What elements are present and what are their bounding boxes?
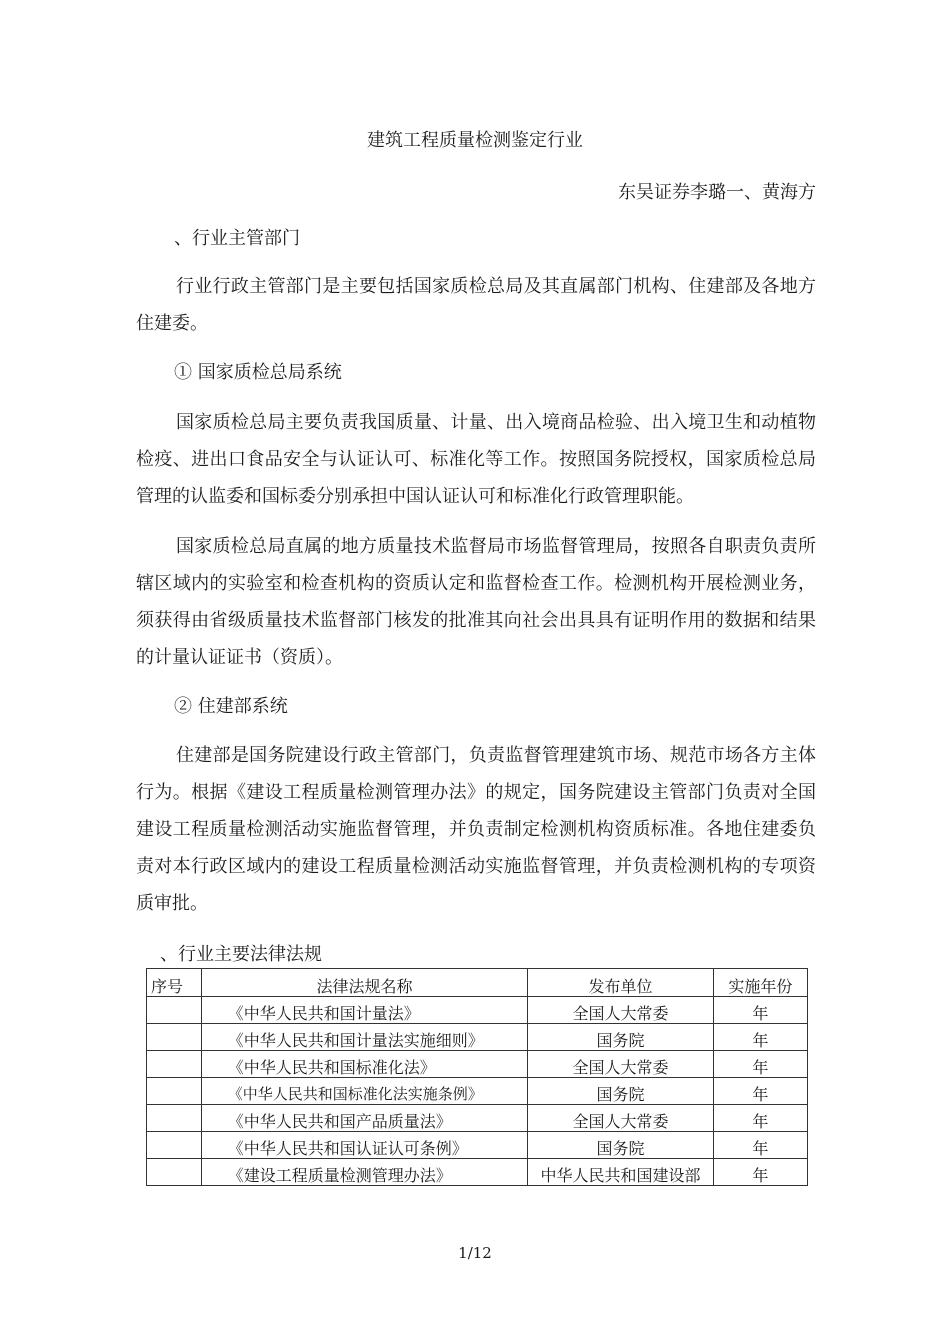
section-heading-laws: [136, 940, 816, 970]
laws-table: [146, 968, 808, 1186]
cell-no: [147, 1159, 202, 1186]
cell-year: 年: [713, 997, 807, 1024]
cell-name: 《中华人民共和国认证认可条例》: [201, 1132, 527, 1159]
table-row: [147, 1051, 808, 1078]
cell-year: 年: [713, 1051, 807, 1078]
cell-no: [147, 1105, 202, 1132]
section-heading-text: 、行业主管部门: [174, 228, 300, 249]
header-cell-no: 序号: [147, 969, 202, 997]
cell-org: 全国人大常委: [528, 1051, 714, 1078]
subheading-mohurd: [136, 689, 816, 725]
paragraph-mohurd-duties: 住建部是国务院建设行政主管部门，负责监督管理建筑市场、规范市场各方主体行为。根据《建设工程质量检测管理办法》的规定，国务院建设主管部门负责对全国建设工程质量检测活动实施监督管理，并负责制定检测机构资质标准。各地住建委负责对本行政区域内的建设工程质量检测活动实施监督管理，并负责检测机构的专项资质审批。: [136, 745, 816, 914]
cell-org: 全国人大常委: [528, 1105, 714, 1132]
table-row: [147, 997, 808, 1024]
cell-year: 年: [713, 1105, 807, 1132]
cell-org: 国务院: [528, 1024, 714, 1051]
cell-name: 《中华人民共和国产品质量法》: [201, 1105, 527, 1132]
page-number: 1/12: [458, 1244, 492, 1262]
table-row: [147, 1078, 808, 1105]
document-title: 建筑工程质量检测鉴定行业: [367, 130, 583, 151]
cell-no: [147, 1078, 202, 1105]
subheading-text: ① 国家质检总局系统: [174, 362, 342, 383]
paragraph-aqsiq-duties: 国家质检总局主要负责我国质量、计量、出入境商品检验、出入境卫生和动植物检疫、进出口食品安全与认证认可、标准化等工作。按照国务院授权，国家质检总局管理的认监委和国标委分别承担中国认证认可和标准化行政管理职能。: [136, 412, 816, 507]
cell-name: 《中华人民共和国标准化法》: [201, 1051, 527, 1078]
cell-name: 《中华人民共和国计量法》: [201, 997, 527, 1024]
cell-no: [147, 1051, 202, 1078]
subheading-aqsiq: [136, 355, 816, 391]
cell-org: 中华人民共和国建设部: [528, 1159, 714, 1186]
author-line: 东吴证券李璐一、黄海方: [618, 182, 816, 203]
cell-year: 年: [713, 1159, 807, 1186]
table-row: [147, 1159, 808, 1186]
section-heading-regulators: [136, 221, 816, 257]
cell-year: 年: [713, 1132, 807, 1159]
paragraph-aqsiq-local: 国家质检总局直属的地方质量技术监督局市场监督管理局，按照各自职责负责所辖区域内的实验室和检查机构的资质认定和监督检查工作。检测机构开展检测业务，须获得由省级质量技术监督部门核发的批准其向社会出具具有证明作用的数据和结果的计量认证证书（资质）。: [136, 536, 816, 668]
table-row: [147, 1105, 808, 1132]
cell-org: 国务院: [528, 1132, 714, 1159]
cell-no: [147, 997, 202, 1024]
table-row: [147, 1132, 808, 1159]
cell-year: 年: [713, 1078, 807, 1105]
table-header-row: [147, 969, 808, 997]
cell-org: 全国人大常委: [528, 997, 714, 1024]
header-cell-org: 发布单位: [528, 969, 714, 997]
subheading-text: ② 住建部系统: [174, 696, 288, 717]
header-cell-name: 法律法规名称: [201, 969, 527, 997]
cell-year: 年: [713, 1024, 807, 1051]
table-row: [147, 1024, 808, 1051]
header-cell-year: 实施年份: [713, 969, 807, 997]
cell-no: [147, 1132, 202, 1159]
cell-org: 国务院: [528, 1078, 714, 1105]
cell-no: [147, 1024, 202, 1051]
section-heading-text: 、行业主要法律法规: [160, 944, 322, 965]
cell-name: 《中华人民共和国标准化法实施条例》: [201, 1078, 527, 1105]
paragraph-regulators-intro: 行业行政主管部门是主要包括国家质检总局及其直属部门机构、住建部及各地方住建委。: [136, 276, 816, 334]
cell-name: 《中华人民共和国计量法实施细则》: [201, 1024, 527, 1051]
cell-name: 《建设工程质量检测管理办法》: [201, 1159, 527, 1186]
